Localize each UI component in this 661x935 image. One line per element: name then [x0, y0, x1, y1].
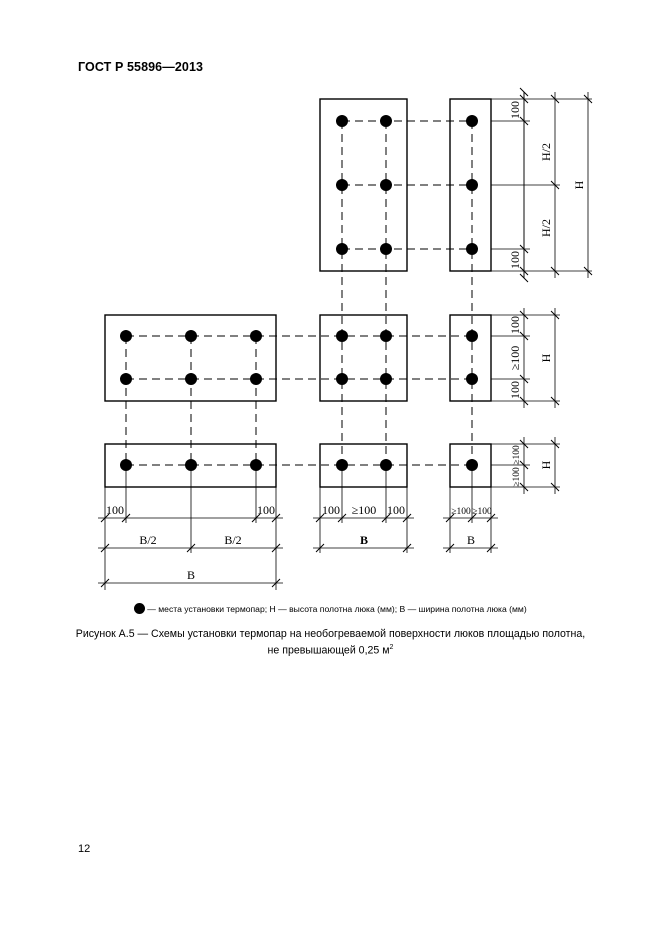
dim-label-ge100: ≥100: [351, 503, 377, 517]
thermocouple-point: [120, 373, 132, 385]
thermocouple-point: [250, 330, 262, 342]
dim-label-h: H: [539, 353, 553, 363]
thermocouple-point: [466, 243, 478, 255]
page-number: 12: [78, 843, 91, 855]
thermocouple-point: [185, 330, 197, 342]
dim-label-100: 100: [322, 503, 340, 517]
dim-label-h-half: H/2: [539, 219, 553, 237]
figure-legend: [0, 603, 661, 614]
dim-label-h: H: [572, 180, 586, 190]
dim-label-ge100: ≥100: [451, 507, 471, 517]
alignment-lines: [126, 121, 472, 465]
thermocouple-point: [336, 330, 348, 342]
dim-label-b: В: [359, 533, 369, 547]
dim-label-100: 100: [106, 503, 124, 517]
thermocouple-dot-icon: [134, 603, 145, 614]
caption-line-2: не превышающей 0,25 $м^2$: [267, 644, 394, 657]
thermocouple-point: [336, 179, 348, 191]
figure-caption: [0, 628, 661, 658]
dim-label-100: 100: [257, 503, 275, 517]
thermocouple-point: [336, 373, 348, 385]
thermocouple-point: [380, 243, 392, 255]
document-header: ГОСТ Р 55896—2013: [78, 60, 204, 74]
panel-tall-front: [320, 99, 407, 271]
thermocouple-point: [466, 373, 478, 385]
thermocouple-points: [120, 115, 478, 471]
thermocouple-point: [120, 330, 132, 342]
dim-label-ge100: ≥100: [512, 467, 522, 487]
legend-text: — места установки термопар; Н — высота полотна люка (мм); В — ширина полотна люка (мм): [147, 604, 527, 614]
dim-label-ge100: ≥100: [472, 507, 492, 517]
dim-label-h: H: [539, 460, 553, 470]
thermocouple-point: [380, 373, 392, 385]
thermocouple-point: [336, 115, 348, 127]
hatch-panels: [105, 99, 491, 487]
dim-label-h-half: H/2: [539, 143, 553, 161]
caption-line-1: Рисунок А.5 — Схемы установки термопар на необогреваемой поверхности люков площадью полотна,: [75, 628, 586, 640]
dim-label-100: 100: [508, 251, 522, 269]
thermocouple-point: [185, 373, 197, 385]
thermocouple-point: [380, 330, 392, 342]
dim-label-b-half: B/2: [224, 533, 242, 547]
vertical-dimension-labels: [508, 101, 586, 487]
thermocouple-point: [466, 330, 478, 342]
dim-label-ge100: ≥100: [508, 345, 522, 371]
dim-label-b-half: B/2: [139, 533, 157, 547]
dim-label-100: 100: [508, 101, 522, 119]
dim-label-100: 100: [387, 503, 405, 517]
thermocouple-point: [250, 373, 262, 385]
thermocouple-point: [336, 243, 348, 255]
thermocouple-point: [380, 115, 392, 127]
horizontal-dimension-labels: [106, 503, 492, 582]
dim-label-b: В: [466, 533, 476, 547]
thermocouple-point: [380, 179, 392, 191]
thermocouple-point: [466, 179, 478, 191]
panel-medium-side: [450, 315, 491, 401]
dim-label-ge100: ≥100: [512, 445, 522, 465]
dim-label-100: 100: [508, 316, 522, 334]
dim-label-100: 100: [508, 381, 522, 399]
panel-medium-front: [320, 315, 407, 401]
dim-label-b: B: [186, 568, 196, 582]
thermocouple-point: [466, 115, 478, 127]
